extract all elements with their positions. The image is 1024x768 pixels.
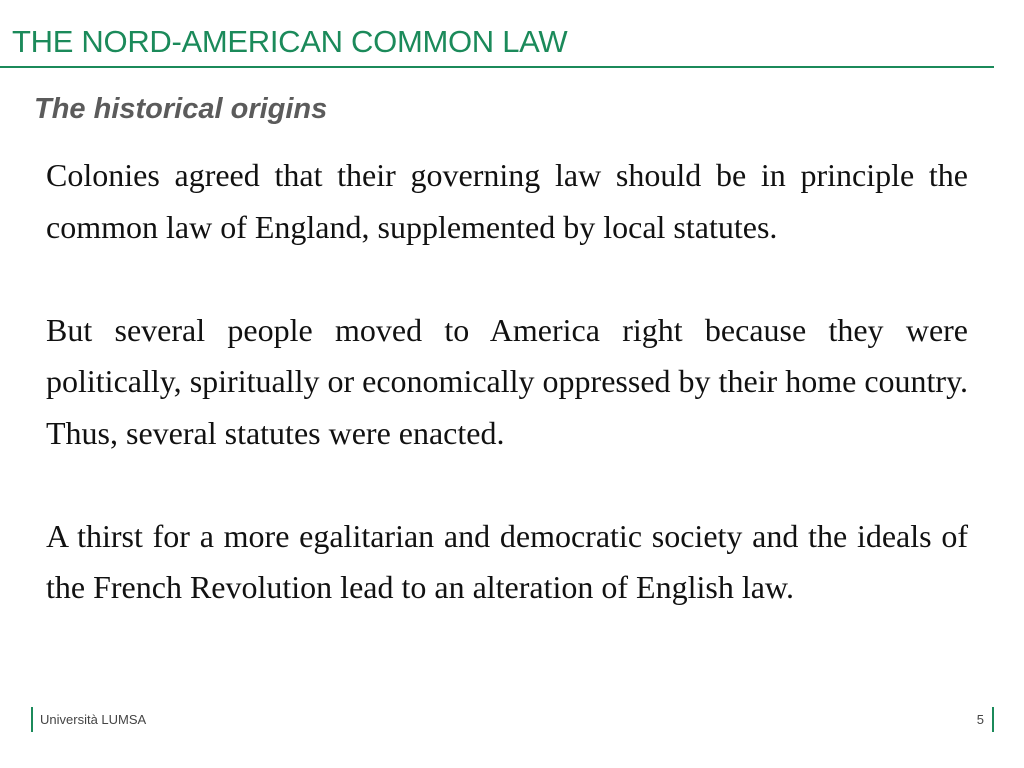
body-paragraph-3: A thirst for a more egalitarian and democratic society and the ideals of the French Revolution lead to an alteration of English law. bbox=[46, 517, 968, 605]
slide-title: THE NORD-AMERICAN COMMON LAW bbox=[12, 24, 568, 59]
body-paragraph-1: Colonies agreed that their governing law should be in principle the common law of England, supplemented by local statutes. bbox=[46, 157, 968, 245]
slide-body bbox=[46, 150, 968, 614]
page-number: 5 bbox=[976, 712, 984, 727]
footer-left-divider bbox=[31, 707, 33, 732]
footer-institution: Università LUMSA bbox=[40, 712, 147, 727]
slide-subtitle: The historical origins bbox=[34, 93, 328, 125]
title-divider bbox=[0, 66, 994, 68]
footer-right-divider bbox=[992, 707, 994, 732]
body-paragraph-2: But several people moved to America right because they were politically, spiritually or economically oppressed by their home country. Thus, several statutes were enacted. bbox=[46, 311, 968, 451]
